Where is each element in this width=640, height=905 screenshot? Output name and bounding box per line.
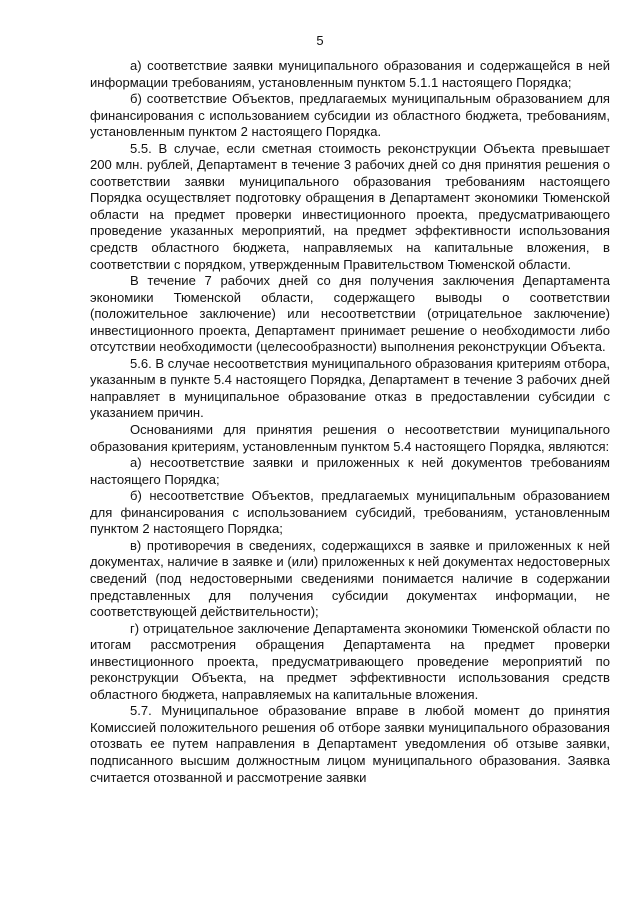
paragraph-5-5: 5.5. В случае, если сметная стоимость реконструкции Объекта превышает 200 млн. рублей, Департамент в течение 3 рабочих дней со дня принятия решения о соответствии заявки муниципального образования требованиям настоящего Порядка осуществляет подготовку обращения в Департамент экономики Тюменской области на предмет проверки инвестиционного проекта, предусматривающего проведение указанных мероприятий, на предмет эффективности использования средств областного бюджета, направляемых на капитальные вложения, в соответствии с порядком, утвержденным Правительством Тюменской области. — [90, 140, 610, 272]
paragraph-5-6-grounds: Основаниями для принятия решения о несоответствии муниципального образования критериям, установленным пунктом 5.4 настоящего Порядка, являются: — [90, 422, 610, 454]
paragraph-5-6-g: г) отрицательное заключение Департамента экономики Тюменской области по итогам рассмотрения обращения Департамента на предмет проверки инвестиционного проекта, предусматривающего проведение мероприятий по реконструкции Объекта, на предмет эффективности использования средств областного бюджета, направляемых на капитальные вложения. — [90, 620, 610, 702]
paragraph-5-4-a: а) соответствие заявки муниципального образования и содержащейся в ней информации требованиям, установленным пунктом 5.1.1 настоящего Порядка; — [90, 58, 610, 90]
paragraph-5-6-v: в) противоречия в сведениях, содержащихся в заявке и приложенных к ней документах, наличие в заявке и (или) приложенных к ней документах недостоверных сведений (под недостоверными сведениями понимается наличие в содержании представленных для получения субсидии документах информации, не соответствующей действительности); — [90, 537, 610, 620]
paragraph-5-6: 5.6. В случае несоответствия муниципального образования критериям отбора, указанным в пункте 5.4 настоящего Порядка, Департамент в течение 3 рабочих дней направляет в муниципальное образование отказ в предоставлении субсидии с указанием причин. — [90, 355, 610, 421]
paragraph-5-6-b: б) несоответствие Объектов, предлагаемых муниципальным образованием для финансирования с использованием субсидий, требованиям, установленным пунктом 2 настоящего Порядка; — [90, 488, 610, 537]
paragraph-5-4-b: б) соответствие Объектов, предлагаемых муниципальным образованием для финансирования с использованием субсидии из областного бюджета, требованиям, установленным пунктом 2 настоящего Порядка. — [90, 91, 610, 140]
document-body — [90, 58, 610, 786]
paragraph-5-6-a: а) несоответствие заявки и приложенных к ней документов требованиям настоящего Порядка; — [90, 455, 610, 487]
paragraph-5-5-continued: В течение 7 рабочих дней со дня получения заключения Департамента экономики Тюменской области, содержащего выводы о соответствии (положительное заключение) или несоответствии (отрицательное заключение) инвестиционного проекта, Департамент принимает решение о необходимости либо отсутствии необходимости (целесообразности) выполнения реконструкции Объекта. — [90, 273, 610, 355]
page-number: 5 — [316, 33, 324, 48]
paragraph-5-7: 5.7. Муниципальное образование вправе в любой момент до принятия Комиссией положительного решения об отборе заявки муниципального образования отозвать ее путем направления в Департамент уведомления об отзыве заявки, подписанного высшим должностным лицом муниципального образования. Заявка считается отозванной и рассмотрение заявки — [90, 703, 610, 785]
